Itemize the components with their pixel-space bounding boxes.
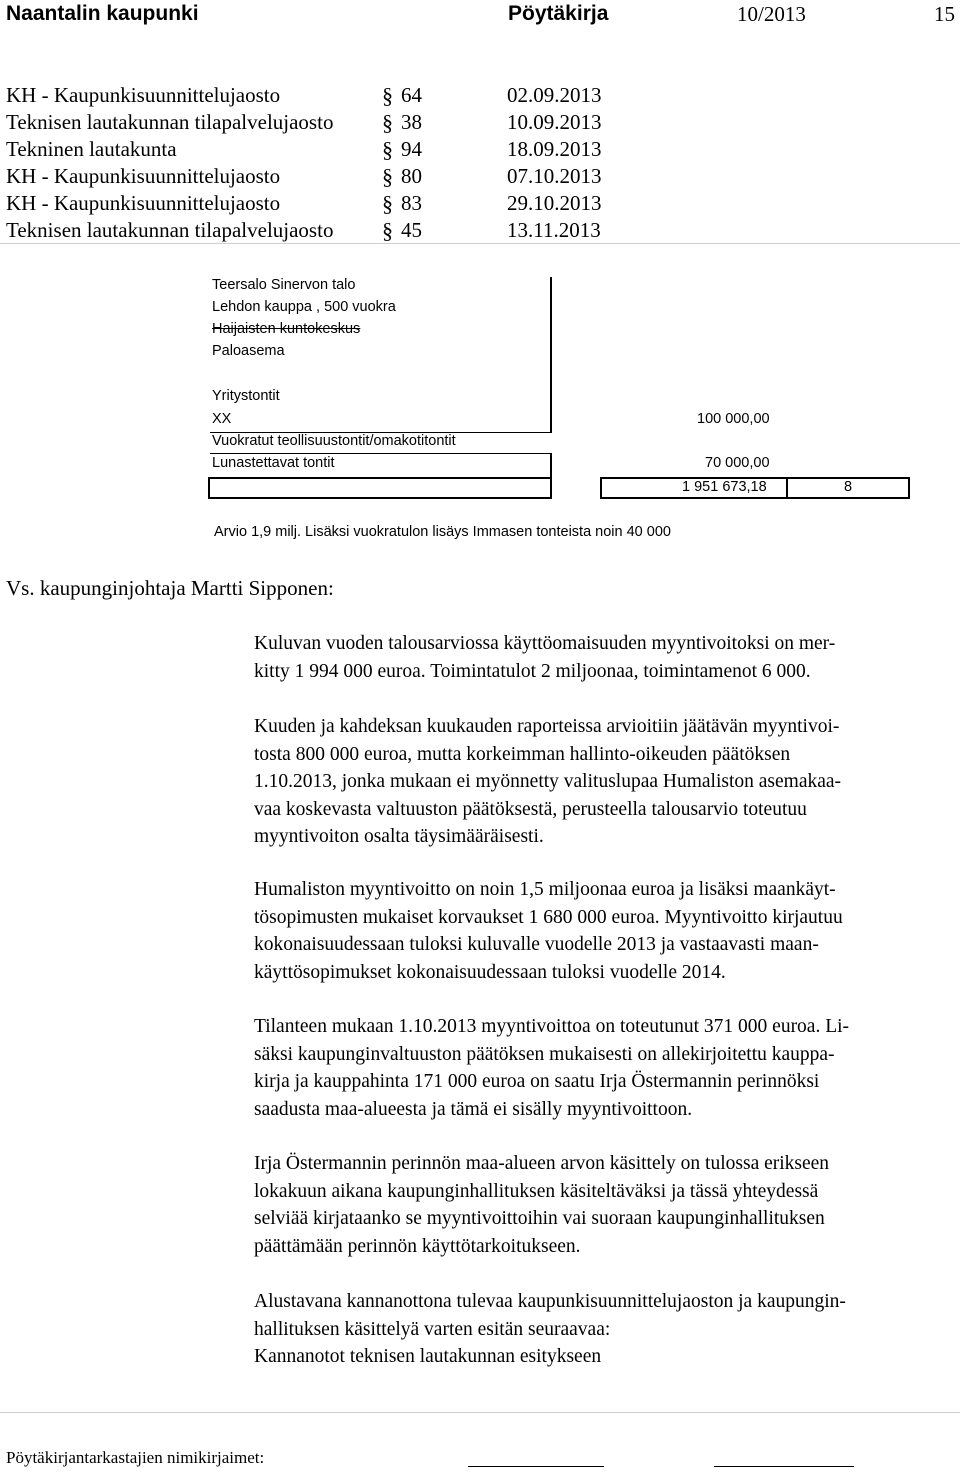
table-row-label: Paloasema bbox=[212, 343, 285, 359]
table-row-label: XX bbox=[212, 411, 232, 427]
section-number: 64 bbox=[401, 83, 422, 107]
paragraph-line: vaa koskevasta valtuuston päätöksestä, perusteella talousarvio toteutuu bbox=[254, 798, 807, 820]
paragraph-line: Irja Östermannin perinnön maa-alueen arvon käsittely on tulossa erikseen bbox=[254, 1153, 830, 1174]
table-note: Arvio 1,9 milj. Lisäksi vuokratulon lisäys Immasen tonteista noin 40 000 bbox=[214, 524, 671, 540]
paragraph-line: saadusta maa-alueesta ja tämä ei sisälly myyntivoittoon. bbox=[254, 1098, 693, 1120]
paragraph-line: Tilanteen mukaan 1.10.2013 myyntivoittoa on toteutunut 371 000 euroa. Li- bbox=[254, 1016, 850, 1037]
meeting-date: 13.11.2013 bbox=[507, 218, 601, 242]
table-border bbox=[550, 454, 552, 478]
paragraph-line: 1.10.2013, jonka mukaan ei myönnetty valituslupaa Humaliston asemakaa- bbox=[254, 771, 842, 792]
meeting-date: 07.10.2013 bbox=[507, 164, 602, 188]
committee-name: KH - Kaupunkisuunnittelujaosto bbox=[6, 191, 281, 215]
section-symbol: § bbox=[382, 83, 393, 108]
paragraph-line: tosta 800 000 euroa, mutta korkeimman hallinto-oikeuden päätöksen bbox=[254, 743, 791, 765]
paragraph-line: Kuluvan vuoden talousarviossa käyttöomaisuuden myyntivoitoksi on mer- bbox=[254, 633, 836, 654]
section-symbol: § bbox=[382, 137, 393, 162]
page-number: 15 bbox=[934, 2, 955, 26]
table-border bbox=[550, 277, 552, 432]
paragraph-line: tösopimusten mukaiset korvaukset 1 680 000 euroa. Myyntivoitto kirjautuu bbox=[254, 906, 843, 928]
paragraph-line: Alustavana kannanottona tulevaa kaupunkisuunnittelujaoston ja kaupungin- bbox=[254, 1291, 846, 1312]
table-row-label: Teersalo Sinervon talo bbox=[212, 277, 356, 293]
paragraph-line: Kuuden ja kahdeksan kuukauden raporteissa arvioitiin jäätävän myyntivoi- bbox=[254, 716, 840, 737]
section-symbol: § bbox=[382, 164, 393, 189]
meeting-date: 18.09.2013 bbox=[507, 137, 602, 161]
paragraph-line: kirja ja kauppahinta 171 000 euroa on saatu Irja Östermannin perinnöksi bbox=[254, 1071, 820, 1092]
footer-divider bbox=[0, 1412, 960, 1413]
signature-line bbox=[468, 1466, 604, 1467]
table-border bbox=[210, 453, 552, 454]
section-number: 45 bbox=[401, 218, 422, 242]
meeting-date: 29.10.2013 bbox=[507, 191, 602, 215]
paragraph bbox=[254, 1150, 954, 1260]
committee-name: Teknisen lautakunnan tilapalvelujaosto bbox=[6, 218, 334, 242]
section-number: 94 bbox=[401, 137, 422, 161]
table-row-label-struck: Haijaisten kuntokeskus bbox=[212, 321, 361, 337]
total-value: 1 951 673,18 bbox=[682, 479, 767, 495]
paragraph-line: Kannanotot teknisen lautakunnan esitykseen bbox=[254, 1346, 602, 1367]
table-row-label: Lehdon kauppa , 500 vuokra bbox=[212, 299, 396, 315]
paragraph-line: selviää kirjataanko se myyntivoittoihin vai suoraan kaupunginhallituksen bbox=[254, 1208, 825, 1229]
paragraph bbox=[254, 1013, 954, 1123]
signature-line bbox=[714, 1466, 854, 1467]
table-row-value: 70 000,00 bbox=[705, 455, 770, 471]
total-count: 8 bbox=[844, 479, 853, 495]
organization-name: Naantalin kaupunki bbox=[6, 2, 199, 25]
paragraph-line: päättämään perinnön käyttötarkoitukseen. bbox=[254, 1235, 581, 1257]
section-symbol: § bbox=[382, 110, 393, 135]
committee-name: KH - Kaupunkisuunnittelujaosto bbox=[6, 83, 281, 107]
paragraph bbox=[254, 1288, 954, 1371]
paragraph-line: säksi kaupunginvaltuuston päätöksen mukaisesti on allekirjoitettu kauppa- bbox=[254, 1043, 835, 1065]
table-row-value: 100 000,00 bbox=[697, 411, 770, 427]
table-row-label: Vuokratut teollisuustontit/omakotitontit bbox=[212, 433, 456, 449]
paragraph-line: hallituksen käsittelyä varten esitän seuraavaa: bbox=[254, 1318, 611, 1340]
section-number: 38 bbox=[401, 110, 422, 134]
paragraph-line: lokakuun aikana kaupunginhallituksen käsiteltäväksi ja tässä yhteydessä bbox=[254, 1180, 819, 1202]
section-symbol: § bbox=[382, 191, 393, 216]
paragraph-line: Humaliston myyntivoitto on noin 1,5 miljoonaa euroa ja lisäksi maankäyt- bbox=[254, 879, 836, 900]
speaker-label: Vs. kaupunginjohtaja Martti Sipponen: bbox=[6, 576, 334, 600]
section-number: 80 bbox=[401, 164, 422, 188]
table-row-label: Yritystontit bbox=[212, 388, 280, 404]
document-number: 10/2013 bbox=[737, 2, 806, 26]
section-symbol: § bbox=[382, 218, 393, 243]
section-divider bbox=[0, 243, 960, 244]
section-number: 83 bbox=[401, 191, 422, 215]
empty-cell bbox=[208, 477, 552, 499]
paragraph-line: käyttösopimukset kokonaisuudessaan tuloksi vuodelle 2014. bbox=[254, 961, 726, 983]
paragraph bbox=[254, 630, 954, 685]
paragraph bbox=[254, 876, 954, 986]
paragraph bbox=[254, 713, 954, 851]
paragraph-line: myyntivoiton osalta täysimääräisesti. bbox=[254, 826, 544, 847]
meeting-date: 10.09.2013 bbox=[507, 110, 602, 134]
paragraph-line: kokonaisuudessaan tuloksi kuluvalle vuodelle 2013 ja vastaavasti maan- bbox=[254, 934, 819, 955]
paragraph-line: kitty 1 994 000 euroa. Toimintatulot 2 miljoonaa, toimintamenot 6 000. bbox=[254, 660, 811, 682]
committee-name: Tekninen lautakunta bbox=[6, 137, 177, 161]
signature-label: Pöytäkirjantarkastajien nimikirjaimet: bbox=[6, 1448, 265, 1467]
committee-name: Teknisen lautakunnan tilapalvelujaosto bbox=[6, 110, 334, 134]
meeting-date: 02.09.2013 bbox=[507, 83, 602, 107]
table-row-label: Lunastettavat tontit bbox=[212, 455, 335, 471]
document-type: Pöytäkirja bbox=[508, 2, 609, 25]
committee-name: KH - Kaupunkisuunnittelujaosto bbox=[6, 164, 281, 188]
